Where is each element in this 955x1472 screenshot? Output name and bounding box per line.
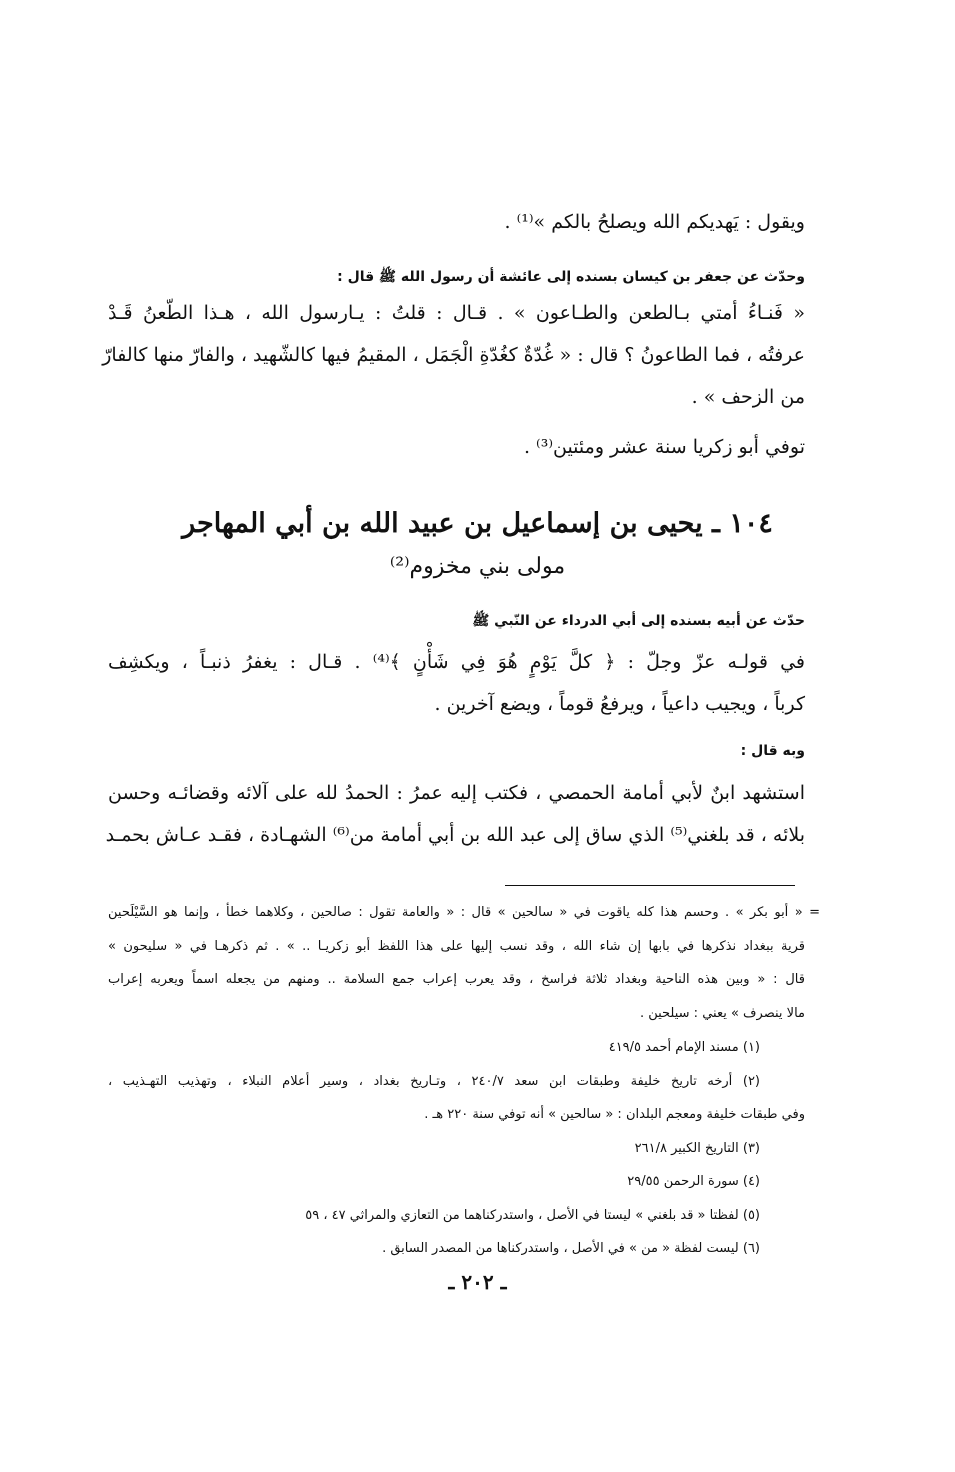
footnote-line: قرية ببغداد نذكرها في بابها إن شاء الله ، وقد نسب إليها على هذا اللفظ أبو زكريـا .. » . ثم ذكرهـا في « سليحون » xyxy=(108,939,805,954)
footnote-line: مالا ينصرف » يعني : سيلحين . xyxy=(639,1006,805,1021)
footnote-6: (٦) ليست لفظة « من » في الأصل ، واستدركناها من المصدر السابق . xyxy=(382,1241,760,1256)
footnote-2-cont: وفي طبقات خليفة ومعجم البلدان : « سالحين » أنه توفي سنة ٢٢٠ هـ . xyxy=(424,1107,805,1122)
hadith-line: كرباً ، ويجيب داعياً ، ويرفعُ قوماً ، ويضع آخرين . xyxy=(434,693,805,715)
entry-title: ١٠٤ ـ يحيى بن إسماعيل بن عبيد الله بن أبي المهاجر xyxy=(182,508,773,539)
entry-subtitle: مولى بني مخزوم⁽²⁾ xyxy=(389,554,566,579)
paragraph-line: استشهد ابنٌ لأبي أمامة الحمصي ، فكتب إليه عمرُ : الحمدُ لله على آلائه وقضائـه وحسن xyxy=(108,782,805,804)
page-number: ـ ٢٠٢ ـ xyxy=(448,1270,507,1294)
footnote-2: (٢) أرخه تاريخ خليفة وطبقات ابن سعد ٢٤٠/٧ ، وتـاريخ بغداد ، وسير أعلام النبلاء ، وتهذيب التهـذيب ، xyxy=(108,1074,760,1089)
death-note: توفي أبو زكريا سنة عشر ومئتين⁽³⁾ . xyxy=(523,436,805,458)
wabihi-label: وبه قال : xyxy=(740,743,805,759)
isnad-line: حدّث عن أبيه بسنده إلى أبي الدرداء عن النّبي ﷺ xyxy=(472,613,805,629)
footnote-3: (٣) التاريخ الكبير ٢٦١/٨ xyxy=(634,1141,760,1156)
footnote-4: (٤) سورة الرحمن ٢٩/٥٥ xyxy=(627,1174,760,1189)
hadith-line: في قولـه عزّ وجلّ : ﴿ كلَّ يَوْمٍ هُوَ فِي شَأْنٍ ﴾⁽⁴⁾ . قـال : يغفرُ ذنبـاً ، ويكشِف xyxy=(108,651,805,673)
footnote-line: = « أبو بكر » . وحسم هذا كله ياقوت في « سالحين » قال : « والعامة تقول : صالحين ، وكلاهما خطأ ، وإنما هو السَّيْلَحين xyxy=(108,905,820,920)
hadith-line: « فَنـاءُ أمتي بـالطعن والطـاعون » . قـال : قلتُ : يـارسول الله ، هـذا الطّعنُ قَـدْ xyxy=(108,302,805,324)
hadith-line: من الزحف » . xyxy=(691,386,805,408)
text-line: ويقول : يَهديكم الله ويصلحُ بالكم »⁽¹⁾ . xyxy=(504,211,805,233)
footnote-line: قال : « وبين هذه الناحية وبغداد ثلاثة فراسخ ، وقد يعرب إعراب جمع السلامة .. ومنهم من يجعله اسماً ويعربه إعراب xyxy=(108,972,805,987)
hadith-line: عرفتُه ، فما الطاعونُ ؟ قال : « غُدّةٌ كغُدّةِ الْجَمَل ، المقيمُ فيها كالشّهيد ، والفارّ منها كالفارّ xyxy=(102,344,805,366)
footnote-5: (٥) لفظتا « قد بلغني » ليستا في الأصل ، واستدركناهما من التعازي والمراثي ٤٧ ، ٥٩ xyxy=(305,1208,760,1223)
footnote-1: (١) مسند الإمام أحمد ٤١٩/٥ xyxy=(608,1040,760,1055)
paragraph-line: بلائه ، قد بلغني⁽⁵⁾ الذي ساق إلى عبد الله بن أبي أمامة من⁽⁶⁾ الشهـادة ، فقـد عـاش بحمـد xyxy=(105,824,805,846)
isnad-line: وحدّث عن جعفر بن كيسان بسنده إلى عائشة أن رسول الله ﷺ قال : xyxy=(337,269,805,285)
footnote-separator xyxy=(505,885,795,886)
